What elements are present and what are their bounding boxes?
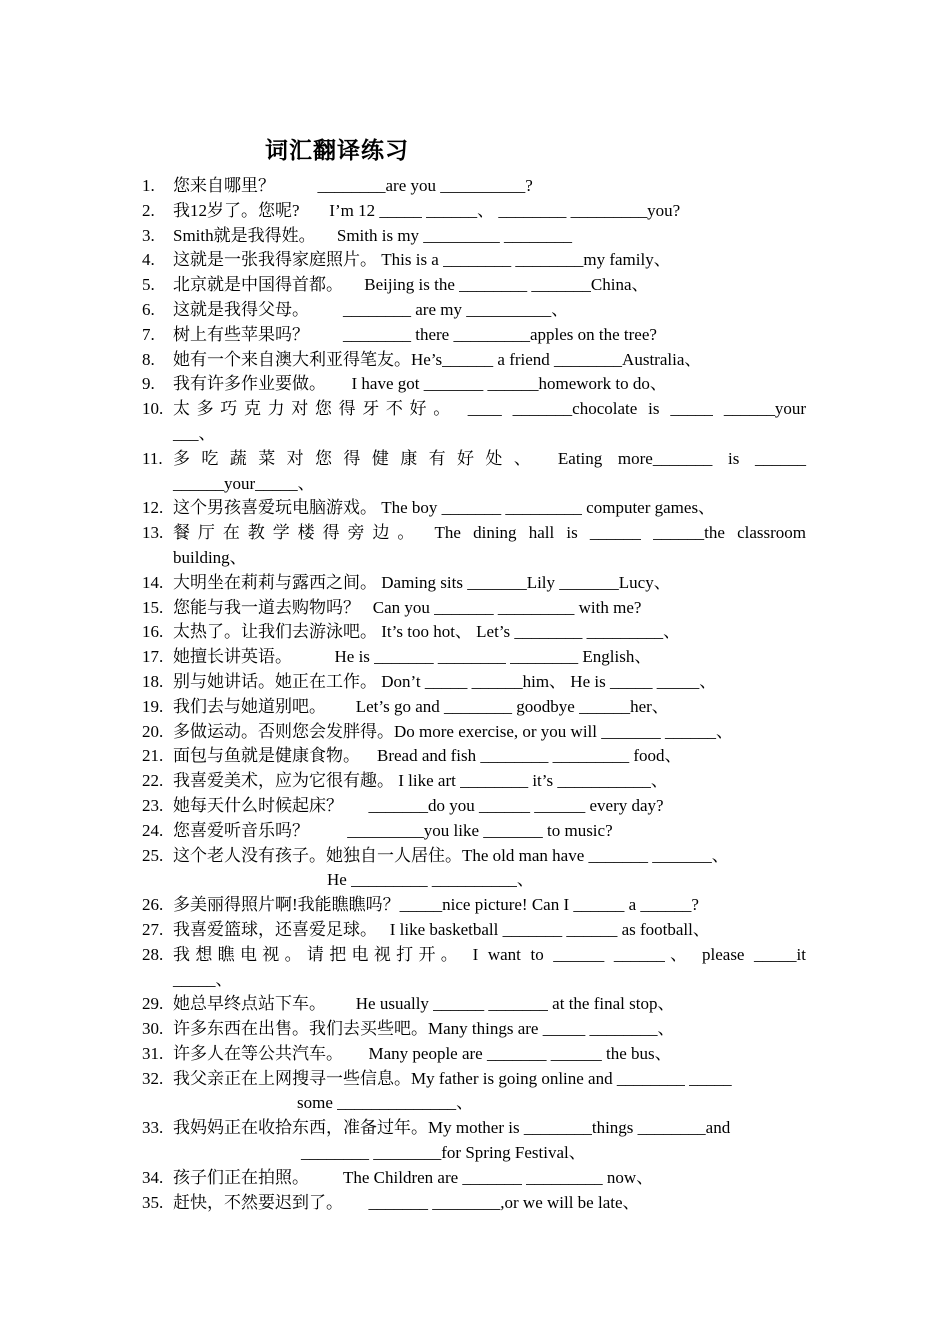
exercise-text (173, 348, 806, 373)
exercise-text (173, 992, 806, 1017)
exercise-number: 16. (142, 622, 164, 642)
exercise-number: 20. (142, 721, 164, 741)
exercise-item (142, 943, 806, 993)
exercise-item (142, 1067, 806, 1117)
exercise-line: 您能与我一道去购物吗？ Can you _______ _________ with me? (173, 597, 642, 617)
exercise-item (142, 372, 806, 397)
exercise-line: 我有许多作业要做。 I have got _______ ______homework to do、 (173, 374, 667, 394)
exercise-number: 25. (142, 845, 164, 865)
exercise-line: 我想瞧电视。请把电视打开。 I want to ______ ______、 please _____it (173, 944, 806, 964)
exercise-item (142, 670, 806, 695)
exercise-line: 您来自哪里？ ________are you __________? (173, 176, 533, 195)
exercise-item (142, 844, 806, 894)
exercise-text (173, 645, 806, 670)
exercise-line: 太热了。让我们去游泳吧。 It’s too hot、 Let’s ________ _________、 (173, 622, 681, 642)
exercise-number: 5. (142, 275, 155, 295)
exercise-line: 我父亲正在上网搜寻一些信息。My father is going online and ________ _____ (173, 1068, 732, 1088)
exercise-item (142, 571, 806, 596)
exercise-text (173, 1042, 806, 1067)
exercise-text (173, 695, 806, 720)
exercise-line: 我们去与她道别吧。 Let’s go and ________ goodbye ______her、 (173, 696, 669, 716)
exercise-text (173, 819, 806, 844)
exercise-line: 您喜爱听音乐吗？ _________you like _______ to music? (173, 820, 613, 840)
exercise-number: 7. (142, 324, 155, 344)
exercise-number: 34. (142, 1167, 164, 1187)
exercise-number: 8. (142, 349, 155, 369)
exercise-text (173, 670, 806, 695)
exercise-text (173, 496, 806, 521)
exercise-line: 树上有些苹果吗？ ________ there _________apples on the tree? (173, 324, 657, 344)
exercise-number: 3. (142, 225, 155, 245)
exercise-number: 6. (142, 299, 155, 319)
exercise-number: 33. (142, 1118, 164, 1138)
exercise-text (173, 1166, 806, 1191)
exercise-line: 她有一个来自澳大利亚得笔友。He’s______ a friend ________Australia、 (173, 349, 702, 369)
exercise-number: 27. (142, 919, 164, 939)
exercise-text (173, 1067, 806, 1117)
exercise-number: 2. (142, 200, 155, 220)
exercise-line: 多吃蔬菜对您得健康有好处、 Eating more_______ is ______ (173, 448, 806, 468)
exercise-text (173, 943, 806, 993)
exercise-item (142, 695, 806, 720)
exercise-line: 我妈妈正在收拾东西，准备过年。My mother is ________things ________and (173, 1118, 731, 1138)
exercise-line-continued: ___、 (173, 423, 216, 443)
exercise-number: 11. (142, 448, 163, 468)
exercise-line: 她总早终点站下车。 He usually ______ _______ at the final stop、 (173, 994, 675, 1014)
exercise-text (173, 397, 806, 447)
exercise-line: 多美丽得照片啊!我能瞧瞧吗？_____nice picture! Can I ______ a ______? (173, 895, 699, 915)
exercise-number: 21. (142, 746, 164, 766)
exercise-item (142, 298, 806, 323)
exercise-number: 23. (142, 795, 164, 815)
exercise-line: 我喜爱美术，应为它很有趣。 I like art ________ it’s ___________、 (173, 771, 668, 791)
exercise-text (173, 893, 806, 918)
exercise-text (173, 224, 806, 249)
exercise-line: 她擅长讲英语。 He is _______ ________ ________ English、 (173, 647, 652, 667)
exercise-line: 这个老人没有孩子。她独自一人居住。The old man have _______ _______、 (173, 845, 729, 865)
exercise-text (173, 620, 806, 645)
exercise-line: 北京就是中国得首都。 Beijing is the ________ _______China、 (173, 275, 649, 295)
exercise-line: 别与她讲话。她正在工作。 Don’t _____ ______him、 He is _____ _____、 (173, 671, 717, 691)
exercise-line: 面包与鱼就是健康食物。 Bread and fish ________ _________ food、 (173, 746, 682, 766)
exercise-text (173, 1017, 806, 1042)
exercise-item (142, 323, 806, 348)
exercise-number: 4. (142, 250, 155, 270)
exercise-number: 15. (142, 597, 164, 617)
exercise-item (142, 620, 806, 645)
exercise-line: 许多东西在出售。我们去买些吧。Many things are _____ ________、 (173, 1019, 675, 1039)
exercise-line: 多做运动。否则您会发胖得。Do more exercise, or you will _______ ______、 (173, 721, 733, 741)
exercise-item (142, 521, 806, 571)
exercise-line-continued: some ______________、 (297, 1093, 474, 1113)
exercise-item (142, 893, 806, 918)
exercise-number: 32. (142, 1068, 164, 1088)
exercise-text (173, 521, 806, 571)
exercise-number: 22. (142, 771, 164, 791)
exercise-text (173, 323, 806, 348)
exercise-line: 餐厅在教学楼得旁边。 The dining hall is ______ ______the classroom (173, 523, 806, 543)
exercise-number: 26. (142, 895, 164, 915)
exercise-line-continued: building、 (173, 547, 247, 567)
exercise-text (173, 298, 806, 323)
exercise-text (173, 794, 806, 819)
exercise-number: 18. (142, 671, 164, 691)
exercise-line-continued: ______your_____、 (173, 473, 315, 493)
exercise-line-continued: He _________ __________、 (327, 870, 534, 890)
exercise-text (173, 447, 806, 497)
exercise-text (173, 918, 806, 943)
exercise-item (142, 348, 806, 373)
exercise-number: 17. (142, 647, 164, 667)
exercise-line: 这个男孩喜爱玩电脑游戏。 The boy _______ _________ computer games、 (173, 498, 716, 518)
exercise-line: Smith就是我得姓。 Smith is my _________ ________ (173, 225, 573, 245)
exercise-item (142, 769, 806, 794)
exercise-line-continued: _____、 (173, 969, 233, 989)
exercise-line: 孩子们正在拍照。 The Children are _______ _________ now、 (173, 1167, 654, 1187)
page-title: 词汇翻译练习 (265, 137, 409, 164)
exercise-number: 13. (142, 523, 164, 543)
exercise-line: 她每天什么时候起床？ _______do you ______ ______ every day? (173, 795, 664, 815)
exercise-line: 赶快，不然要迟到了。 _______ ________,or we will be late、 (173, 1192, 640, 1212)
exercise-text (173, 1191, 806, 1216)
exercise-number: 29. (142, 994, 164, 1014)
exercise-line: 我12岁了。您呢? I’m 12 _____ ______、 ________ _________you? (173, 200, 681, 220)
exercise-item (142, 496, 806, 521)
exercise-number: 30. (142, 1019, 164, 1039)
exercise-text (173, 199, 806, 224)
exercise-item (142, 447, 806, 497)
exercise-text (173, 720, 806, 745)
exercise-line: 太多巧克力对您得牙不好。 ____ _______chocolate is _____ ______your (173, 399, 806, 419)
exercise-item (142, 794, 806, 819)
exercise-item (142, 397, 806, 447)
exercise-item (142, 199, 806, 224)
exercise-text (173, 273, 806, 298)
exercise-line-continued: ________ ________for Spring Festival、 (301, 1143, 586, 1163)
exercise-text (173, 571, 806, 596)
exercise-number: 19. (142, 696, 164, 716)
exercise-text (173, 248, 806, 273)
exercise-number: 1. (142, 176, 155, 195)
exercise-item (142, 918, 806, 943)
exercise-number: 31. (142, 1043, 164, 1063)
exercise-item (142, 744, 806, 769)
exercise-line: 大明坐在莉莉与露西之间。 Daming sits _______Lily _______Lucy、 (173, 572, 671, 592)
exercise-text (173, 1116, 806, 1166)
exercise-text (173, 844, 806, 894)
exercise-line: 许多人在等公共汽车。 Many people are _______ ______ the bus、 (173, 1043, 672, 1063)
exercise-number: 28. (142, 944, 164, 964)
exercise-item (142, 992, 806, 1017)
exercise-list (142, 174, 806, 1215)
exercise-item (142, 224, 806, 249)
exercise-number: 10. (142, 399, 164, 419)
exercise-line: 这就是一张我得家庭照片。 This is a ________ ________my family、 (173, 250, 671, 270)
exercise-item (142, 174, 806, 199)
exercise-number: 24. (142, 820, 164, 840)
exercise-number: 9. (142, 374, 155, 394)
exercise-number: 12. (142, 498, 164, 518)
exercise-item (142, 720, 806, 745)
exercise-text (173, 769, 806, 794)
exercise-item (142, 1017, 806, 1042)
exercise-item (142, 596, 806, 621)
exercise-number: 14. (142, 572, 164, 592)
exercise-line: 我喜爱篮球，还喜爱足球。 I like basketball _______ ______ as football、 (173, 919, 710, 939)
exercise-text (173, 174, 806, 199)
exercise-item (142, 1042, 806, 1067)
exercise-item (142, 1116, 806, 1166)
exercise-line: 这就是我得父母。 ________ are my __________、 (173, 299, 569, 319)
exercise-text (173, 744, 806, 769)
exercise-number: 35. (142, 1192, 164, 1212)
exercise-item (142, 248, 806, 273)
exercise-item (142, 1166, 806, 1191)
exercise-text (173, 372, 806, 397)
exercise-text (173, 596, 806, 621)
exercise-item (142, 1191, 806, 1216)
exercise-item (142, 645, 806, 670)
exercise-item (142, 819, 806, 844)
exercise-item (142, 273, 806, 298)
